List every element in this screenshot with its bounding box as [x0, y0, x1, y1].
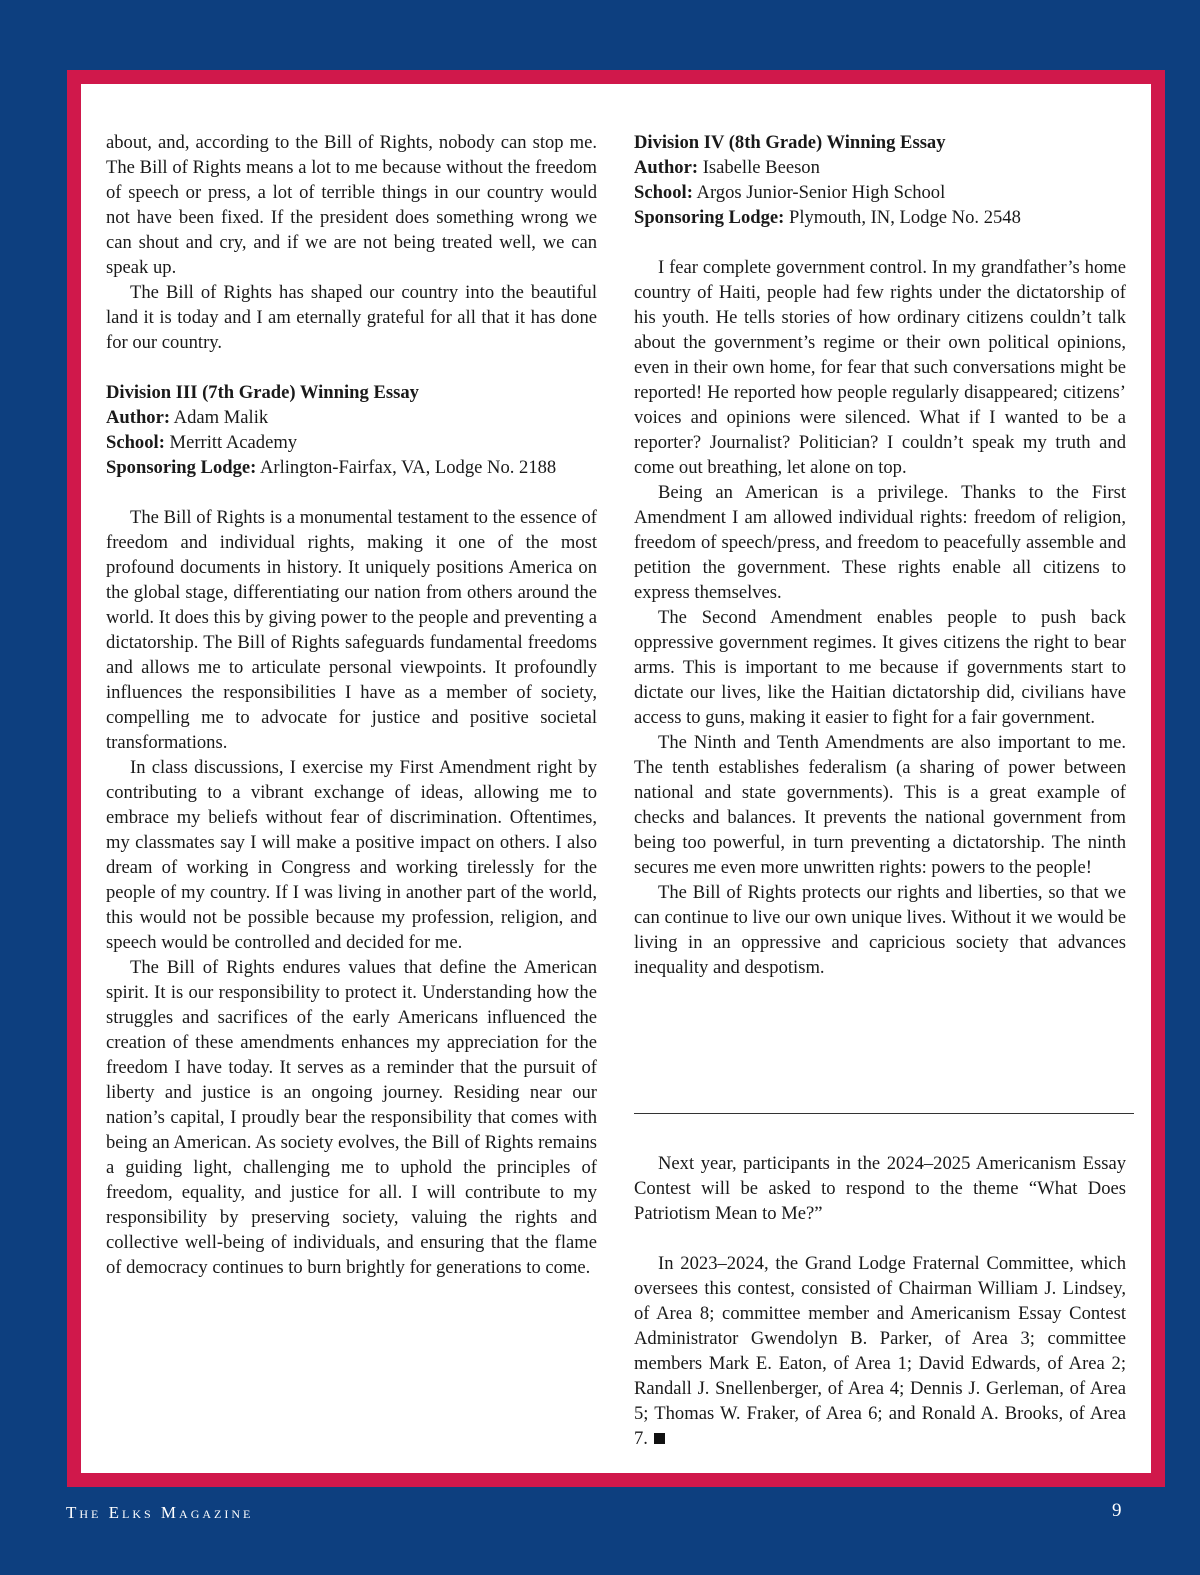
left-column — [106, 130, 597, 1280]
division-4-header — [634, 130, 1126, 230]
division-3-lodge: Sponsoring Lodge: Arlington-Fairfax, VA, Lodge No. 2188 — [106, 457, 557, 478]
continued-paragraph: about, and, according to the Bill of Rights, nobody can stop me. The Bill of Rights means a lot to me because without the freedom of speech or press, a lot of terrible things in our country would not have been fixed. If the president does something wrong we can shout and cry, and if we are not being treated well, we can speak up. — [106, 132, 597, 278]
essay-4-paragraph: The Bill of Rights protects our rights and liberties, so that we can continue to live our own unique lives. Without it we would be living in an oppressive and capricious society that advances inequality and despotism. — [634, 882, 1126, 978]
division-3-school: School: Merritt Academy — [106, 432, 298, 453]
next-year-paragraph: Next year, participants in the 2024–2025 Americanism Essay Contest will be asked to respond to the theme “What Does Patriotism Mean to Me?” — [634, 1153, 1126, 1224]
essay-4-paragraph: The Ninth and Tenth Amendments are also important to me. The tenth establishes federalism (a sharing of power between national and state governments). This is a great example of checks and balances. It prevents the national government from being too powerful, in turn preventing a dictatorship. The ninth secures me even more unwritten rights: powers to the people! — [634, 732, 1126, 878]
essay-4-paragraph: Being an American is a privilege. Thanks to the First Amendment I am allowed individual rights: freedom of religion, freedom of speech/press, and freedom to peacefully assemble and petition the government. These rights enable all citizens to express themselves. — [634, 482, 1126, 603]
right-column — [634, 130, 1126, 980]
magazine-name: The Elks Magazine — [66, 1503, 254, 1522]
division-3-author: Author: Adam Malik — [106, 407, 269, 428]
page-number: 9 — [1112, 1500, 1122, 1521]
division-4-author: Author: Isabelle Beeson — [634, 157, 820, 178]
division-3-header — [106, 380, 597, 480]
essay-3-paragraph: The Bill of Rights endures values that define the American spirit. It is our responsibility to protect it. Understanding how the struggles and sacrifices of the early Americans influenced the creation of these amendments enhances my appreciation for the freedom I have today. It serves as a reminder that the pursuit of liberty and justice is an ongoing journey. Residing near our nation’s capital, I proudly bear the responsibility that comes with being an American. As society evolves, the Bill of Rights remains a guiding light, challenging me to uphold the principles of freedom, equality, and justice for all. I will contribute to my responsibility by preserving society, valuing the rights and collective well-being of individuals, and ensuring that the flame of democracy continues to burn brightly for generations to come. — [106, 957, 597, 1278]
end-of-article-icon — [654, 1433, 665, 1444]
division-3-heading: Division III (7th Grade) Winning Essay — [106, 382, 419, 403]
division-4-heading: Division IV (8th Grade) Winning Essay — [634, 132, 946, 153]
division-4-school: School: Argos Junior-Senior High School — [634, 182, 946, 203]
essay-4-paragraph: The Second Amendment enables people to push back oppressive government regimes. It gives citizens the right to bear arms. This is important to me because if governments start to dictate our lives, like the Haitian dictatorship did, civilians have access to guns, making it easier to fight for a fair government. — [634, 607, 1126, 728]
committee-paragraph: In 2023–2024, the Grand Lodge Fraternal Committee, which oversees this contest, consisted of Chairman William J. Lindsey, of Area 8; committee member and Americanism Essay Contest Administrator Gwendolyn B. Parker, of Area 3; committee members Mark E. Eaton, of Area 1; David Edwards, of Area 2; Randall J. Snellenberger, of Area 4; Dennis J. Gerleman, of Area 5; Thomas W. Fraker, of Area 6; and Ronald A. Brooks, of Area 7. — [634, 1253, 1126, 1449]
essay-4-paragraph: I fear complete government control. In my grandfather’s home country of Haiti, people had few rights under the dictatorship of his youth. He tells stories of how ordinary citizens couldn’t talk about the government’s regime or their own political opinions, even in their own home, for fear that such conversations might be reported! He reported how people regularly disappeared; citizens’ voices and opinions were silenced. What if I wanted to be a reporter? Journalist? Politician? I couldn’t speak my truth and come out breathing, let alone on top. — [634, 257, 1126, 478]
division-4-lodge: Sponsoring Lodge: Plymouth, IN, Lodge No. 2548 — [634, 207, 1021, 228]
essay-3-paragraph: The Bill of Rights is a monumental testament to the essence of freedom and individual rights, making it one of the most profound documents in history. It uniquely positions America on the global stage, differentiating our nation from others around the world. It does this by giving power to the people and preventing a dictatorship. The Bill of Rights safeguards fundamental freedoms and allows me to articulate personal viewpoints. It profoundly influences the responsibilities I have as a member of society, compelling me to advocate for justice and positive societal transformations. — [106, 507, 597, 753]
contest-notes — [634, 1151, 1126, 1451]
closing-paragraph: The Bill of Rights has shaped our country into the beautiful land it is today and I am eternally grateful for all that it has done for our country. — [106, 282, 597, 353]
essay-3-paragraph: In class discussions, I exercise my First Amendment right by contributing to a vibrant exchange of ideas, allowing me to embrace my beliefs without fear of discrimination. Oftentimes, my classmates say I will make a positive impact on others. I also dream of working in Congress and working tirelessly for the people of my country. If I was living in another part of the world, this would not be possible because my profession, religion, and speech would be controlled and decided for me. — [106, 757, 597, 953]
section-divider — [634, 1113, 1134, 1114]
